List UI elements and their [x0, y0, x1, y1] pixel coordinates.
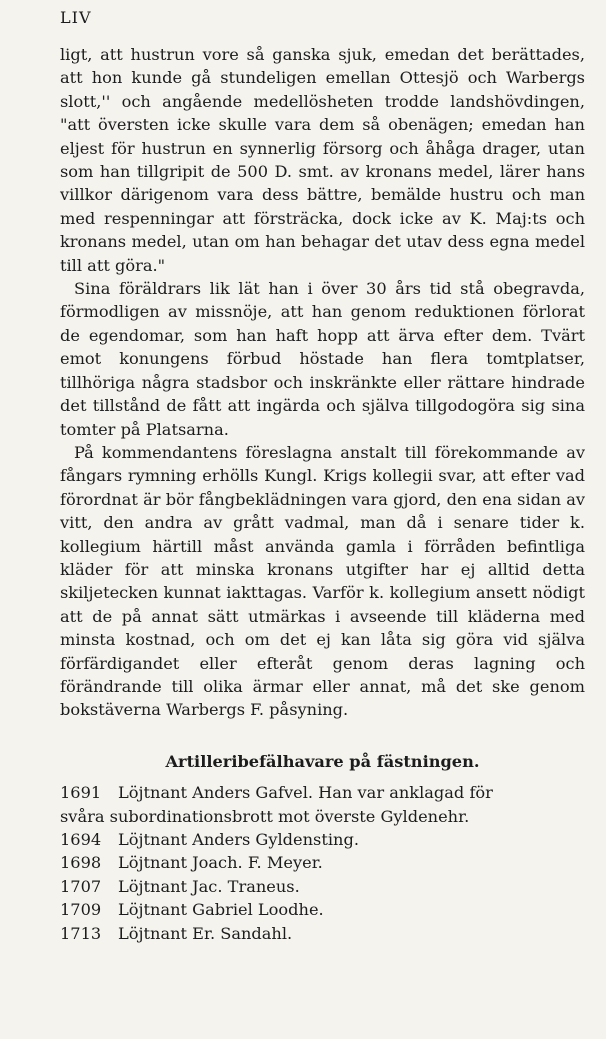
entry-text: Löjtnant Er. Sandahl.	[118, 923, 293, 943]
entry-text: Löjtnant Anders Gyldensting.	[118, 830, 359, 849]
entry-year: 1691	[60, 783, 102, 803]
paragraph: Sina föräldrars lik lät han i över 30 års tid stå obegravda, förmodligen av missnöje, att han genom reduktionen förlorat de egendomar, som han haft hopp att ärva efter dem. Tvärt emot konungens förbud höstade han flera tomtplatser, tillhöriga några stadsbor och inskränkte eller rättare hindrade det tillstånd de fått att ingärda och själva tillgodogöra sig sina tomter på Platsarna.	[60, 279, 585, 439]
paragraph: ligt, att hustrun vore så ganska sjuk, emedan det berättades, att hon kunde gå stundeligen emellan Ottesjö och Warbergs slott,'' och angående medellösheten trodde landshövdingen, "att översten icke skulle vara dem så obenägen; emedan han eljest för hustrun en synnerlig försorg och åhåga drager, utan som han tillgripit de 500 D. smt. av kronans medel, lärer hans villkor därigenom vara dess bättre, bemälde hustru och man med respenningar att försträcka, dock icke av K. Maj:ts och kronans medel, utan om han behagar det utav dess egna medel till att göra."	[60, 45, 585, 275]
section-heading: Artilleribefälhavare på fästningen.	[165, 751, 480, 771]
entry-year: 1707	[60, 876, 102, 896]
entry-text: Löjtnant Anders Gafvel. Han var anklagad för	[118, 783, 493, 803]
officer-list	[60, 781, 585, 945]
list-item	[60, 828, 585, 851]
entry-continuation: svåra subordinationsbrott mot överste Gyldenehr.	[60, 806, 470, 826]
list-item	[60, 781, 585, 804]
list-item	[60, 922, 585, 945]
body-text	[60, 43, 585, 945]
entry-text: Löjtnant Jac. Traneus.	[118, 876, 300, 896]
list-item	[60, 851, 585, 874]
entry-year: 1713	[60, 923, 102, 943]
list-item	[60, 875, 585, 898]
entry-year: 1709	[60, 900, 102, 920]
list-item	[60, 898, 585, 921]
entry-year: 1694	[60, 830, 102, 849]
entry-text: Löjtnant Joach. F. Meyer.	[118, 853, 323, 873]
entry-text: Löjtnant Gabriel Loodhe.	[118, 900, 324, 920]
entry-year: 1698	[60, 853, 102, 873]
page-number: LIV	[60, 8, 92, 27]
paragraph: På kommendantens föreslagna anstalt till förekommande av fångars rymning erhölls Kungl. Krigs kollegii svar, att efter vad förordnat är bör fångbeklädningen vara gjord, den ena sidan av vitt, den andra av grått vadmal, man då i senare tider k. kollegium härtill måst använda gamla i förråden befintliga kläder för att minska kronans utgifter har ej alltid detta skiljetecken kunnat iakttagas. Varför k. kollegium ansett nödigt att de på annat sätt utmärkas i avseende till kläderna med minsta kostnad, och om det ej kan låta sig göra vid själva förfärdigandet eller efteråt genom deras lagning och förändrande till olika ärmar eller annat, må det ske genom bokstäverna Warbergs F. påsyning.	[60, 442, 585, 720]
